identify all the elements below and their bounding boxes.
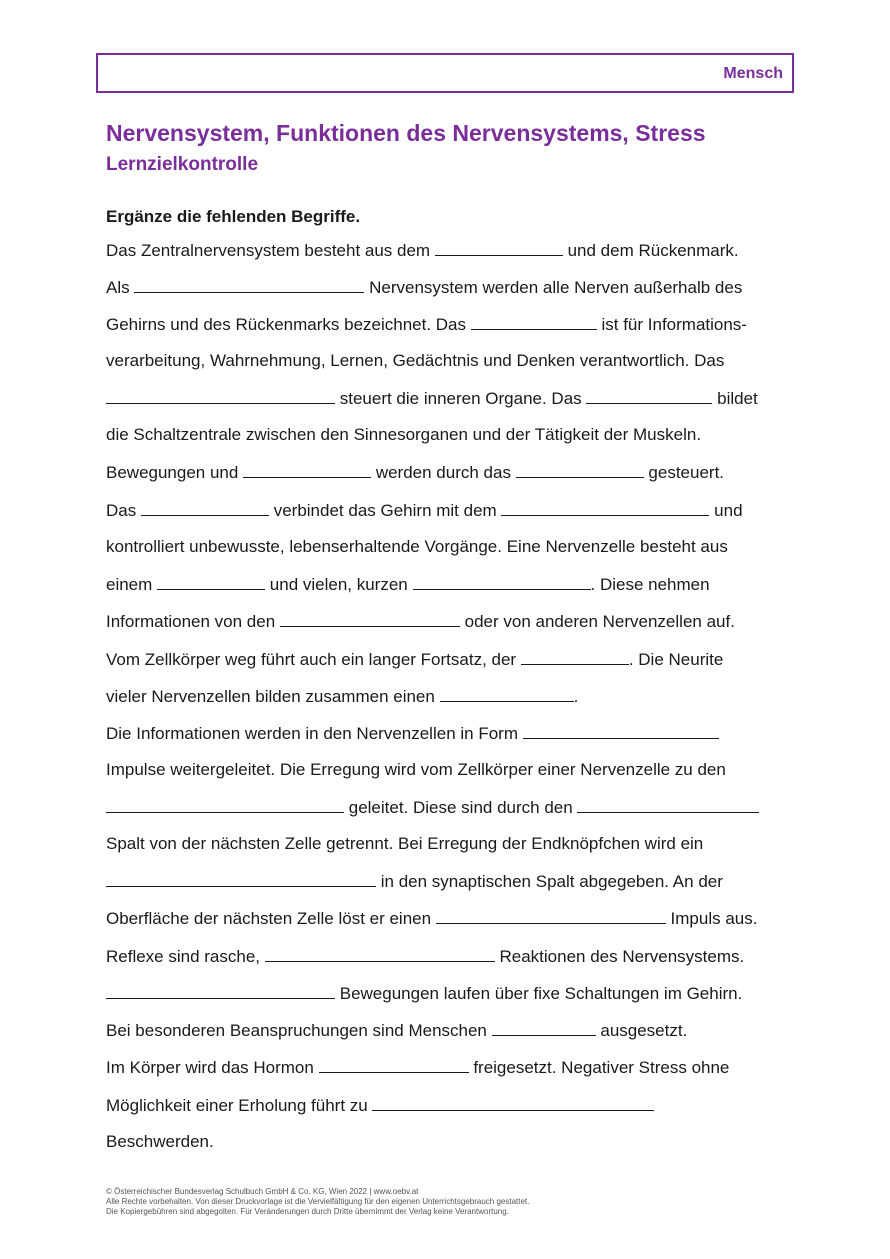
blank-field[interactable]	[435, 239, 563, 256]
blank-field[interactable]	[521, 648, 629, 665]
blank-field[interactable]	[440, 685, 574, 702]
text-line: Das Zentralnervensystem besteht aus dem und dem Rückenmark.	[106, 241, 739, 260]
text-line: Gehirns und des Rückenmarks bezeichnet. Das ist für Informations-	[106, 315, 747, 334]
blank-field[interactable]	[106, 870, 376, 887]
blank-field[interactable]	[157, 573, 265, 590]
blank-field[interactable]	[243, 461, 371, 478]
blank-field[interactable]	[577, 796, 759, 813]
text-line: Beschwerden.	[106, 1132, 214, 1151]
page-title: Nervensystem, Funktionen des Nervensystems, Stress	[106, 120, 706, 146]
blank-field[interactable]	[413, 573, 591, 590]
text-line: in den synaptischen Spalt abgegeben. An der	[106, 870, 723, 893]
blank-field[interactable]	[516, 461, 644, 478]
text-line: Informationen von den oder von anderen Nervenzellen auf.	[106, 612, 735, 631]
blank-field[interactable]	[106, 796, 344, 813]
blank-field[interactable]	[492, 1019, 596, 1036]
footer-line: Die Kopiergebühren sind abgegolten. Für Veränderungen durch Dritte übernimmt der Verlag keine Verantwortung.	[106, 1207, 509, 1216]
blank-field[interactable]	[586, 387, 712, 404]
text-line: Bewegungen laufen über fixe Schaltungen im Gehirn.	[106, 982, 742, 1005]
blank-field[interactable]	[471, 313, 597, 330]
page-subtitle: Lernzielkontrolle	[106, 154, 259, 175]
text-line: steuert die inneren Organe. Das bildet	[106, 387, 758, 410]
blank-field[interactable]	[280, 610, 460, 627]
copyright-footer	[106, 1187, 529, 1217]
text-line: Im Körper wird das Hormon freigesetzt. Negativer Stress ohne	[106, 1058, 730, 1077]
text-line: die Schaltzentrale zwischen den Sinnesorganen und der Tätigkeit der Muskeln.	[106, 425, 702, 444]
text-line: vieler Nervenzellen bilden zusammen einen .	[106, 687, 579, 706]
text-line: Oberfläche der nächsten Zelle löst er einen Impuls aus.	[106, 909, 758, 928]
text-line: Als Nervensystem werden alle Nerven außerhalb des	[106, 278, 743, 297]
blank-field[interactable]	[372, 1094, 654, 1111]
blank-field[interactable]	[134, 276, 364, 293]
instruction: Ergänze die fehlenden Begriffe.	[106, 207, 361, 226]
text-line: verarbeitung, Wahrnehmung, Lernen, Gedächtnis und Denken verantwortlich. Das	[106, 351, 725, 370]
footer-line: © Österreichischer Bundesverlag Schulbuch GmbH & Co. KG, Wien 2022 | www.oebv.at	[106, 1187, 419, 1196]
blank-field[interactable]	[523, 722, 719, 739]
text-line: einem und vielen, kurzen . Diese nehmen	[106, 575, 710, 594]
text-line: Vom Zellkörper weg führt auch ein langer Fortsatz, der . Die Neurite	[106, 650, 724, 669]
blank-field[interactable]	[436, 907, 666, 924]
blank-field[interactable]	[106, 387, 335, 404]
subject-label: Mensch	[723, 65, 783, 82]
text-line: Impulse weitergeleitet. Die Erregung wird vom Zellkörper einer Nervenzelle zu den	[106, 760, 726, 779]
blank-field[interactable]	[265, 945, 495, 962]
text-line: Möglichkeit einer Erholung führt zu	[106, 1094, 654, 1117]
text-line: Die Informationen werden in den Nervenzellen in Form	[106, 722, 719, 745]
blank-field[interactable]	[106, 982, 335, 999]
header-box	[96, 53, 794, 93]
text-line: Spalt von der nächsten Zelle getrennt. Bei Erregung der Endknöpfchen wird ein	[106, 834, 704, 853]
blank-field[interactable]	[501, 499, 709, 516]
blank-field[interactable]	[141, 499, 269, 516]
text-line: Bei besonderen Beanspruchungen sind Menschen ausgesetzt.	[106, 1021, 688, 1040]
footer-line: Alle Rechte vorbehalten. Von dieser Druckvorlage ist die Vervielfältigung für den eigenen Unterrichtsgebrauch gestattet.	[106, 1197, 530, 1206]
blank-field[interactable]	[319, 1056, 469, 1073]
text-line: geleitet. Diese sind durch den	[106, 796, 759, 819]
text-line: Reflexe sind rasche, Reaktionen des Nervensystems.	[106, 947, 745, 966]
text-line: kontrolliert unbewusste, lebenserhaltende Vorgänge. Eine Nervenzelle besteht aus	[106, 537, 728, 556]
text-line: Bewegungen und werden durch das gesteuert.	[106, 463, 725, 482]
text-line: Das verbindet das Gehirn mit dem und	[106, 501, 743, 520]
